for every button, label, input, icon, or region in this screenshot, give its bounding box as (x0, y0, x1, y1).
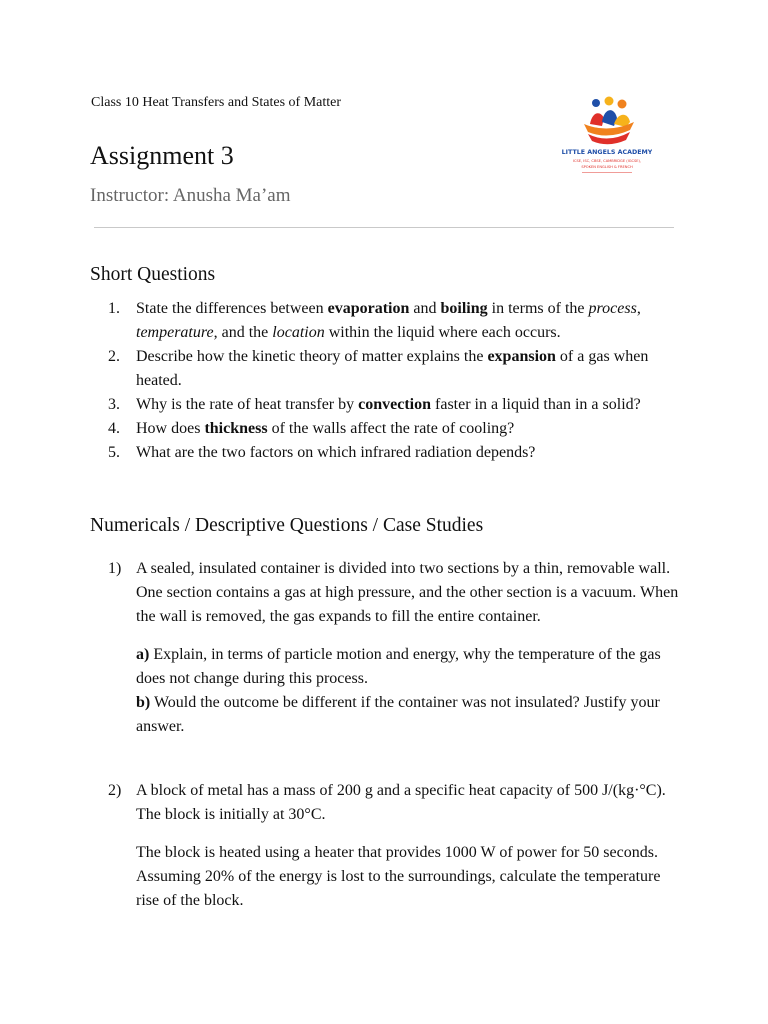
paragraph-gap (136, 827, 683, 841)
instructor-line: Instructor: Anusha Ma’am (90, 185, 291, 206)
header-divider (94, 227, 674, 228)
bold-term: convection (358, 396, 432, 413)
item-text (136, 417, 683, 441)
text-run: of the walls affect the rate of cooling? (267, 420, 515, 437)
item-number: 4. (108, 420, 120, 437)
sub-question-b (136, 691, 683, 739)
item-text (136, 297, 683, 345)
item-number: 3. (108, 396, 120, 413)
text-run: , and the (213, 324, 273, 341)
logo-line2: SPOKEN ENGLISH & FRENCH (581, 165, 633, 169)
text-run: of a gas when heated. (136, 348, 649, 389)
logo-figure-head-blue (592, 99, 600, 107)
numerical-question-1 (108, 557, 683, 739)
text-run: State the differences between (136, 300, 328, 317)
list-item (108, 417, 683, 441)
logo-line1: ICSE, ISC, CBSE, CAMBRIDGE (IGCSE), (572, 159, 642, 163)
list-item (108, 297, 683, 345)
item-number: 1. (108, 300, 120, 317)
sub-label: b) (136, 694, 151, 711)
logo-figure-head-yellow (605, 97, 614, 106)
italic-term: process (588, 300, 637, 317)
bold-term: evaporation (327, 300, 410, 317)
bold-term: boiling (440, 300, 488, 317)
italic-term: temperature (136, 324, 214, 341)
sub-label: a) (136, 646, 150, 663)
sub-text: Explain, in terms of particle motion and energy, why the temperature of the gas does not change during this process. (136, 646, 661, 687)
text-run: faster in a liquid than in a solid? (431, 396, 641, 413)
logo-figure-body-left (590, 113, 604, 126)
item-body (136, 779, 683, 913)
sub-question-a (136, 643, 683, 691)
paragraph-gap (136, 629, 683, 643)
logo-name: LITTLE ANGELS ACADEMY (562, 149, 652, 156)
italic-term: location (272, 324, 325, 341)
question-paragraph: A sealed, insulated container is divided into two sections by a thin, removable wall. One section contains a gas at high pressure, and the other section is a vacuum. When the wall is removed, the gas expands to fill the entire container. (136, 560, 679, 625)
item-body (136, 557, 683, 739)
list-item (108, 779, 683, 913)
logo-figure-head-orange (618, 100, 627, 109)
short-questions-heading: Short Questions (90, 264, 216, 285)
bold-term: expansion (487, 348, 556, 365)
list-item (108, 345, 683, 393)
list-item (108, 441, 683, 465)
text-run: , (636, 300, 641, 317)
text-run: Why is the rate of heat transfer by (136, 396, 359, 413)
item-number: 1) (108, 560, 122, 577)
list-item (108, 557, 683, 739)
numericals-heading: Numericals / Descriptive Questions / Case Studies (90, 515, 484, 536)
list-item (108, 393, 683, 417)
question-paragraph: A block of metal has a mass of 200 g and a specific heat capacity of 500 J/(kg·°C). The block is initially at 30°C. (136, 782, 666, 823)
item-number: 5. (108, 444, 120, 461)
text-run: Describe how the kinetic theory of matter explains the (136, 348, 488, 365)
question-paragraph: The block is heated using a heater that provides 1000 W of power for 50 seconds. Assuming 20% of the energy is lost to the surroundings, calculate the temperature rise of the block. (136, 844, 661, 909)
item-text (136, 393, 683, 417)
item-text: What are the two factors on which infrared radiation depends? (136, 444, 536, 461)
assignment-title: Assignment 3 (90, 141, 234, 170)
short-questions-list (108, 297, 683, 465)
numerical-question-2 (108, 779, 683, 913)
item-number: 2) (108, 782, 122, 799)
text-run: How does (136, 420, 205, 437)
text-run: in terms of the (487, 300, 589, 317)
academy-logo (562, 94, 652, 182)
sub-text: Would the outcome be different if the container was not insulated? Justify your answer. (136, 694, 660, 735)
item-number: 2. (108, 348, 120, 365)
course-title: Class 10 Heat Transfers and States of Matter (91, 95, 342, 110)
text-run: within the liquid where each occurs. (324, 324, 561, 341)
bold-term: thickness (204, 420, 268, 437)
text-run: and (409, 300, 441, 317)
item-text (136, 345, 683, 393)
logo-underline (582, 172, 632, 173)
